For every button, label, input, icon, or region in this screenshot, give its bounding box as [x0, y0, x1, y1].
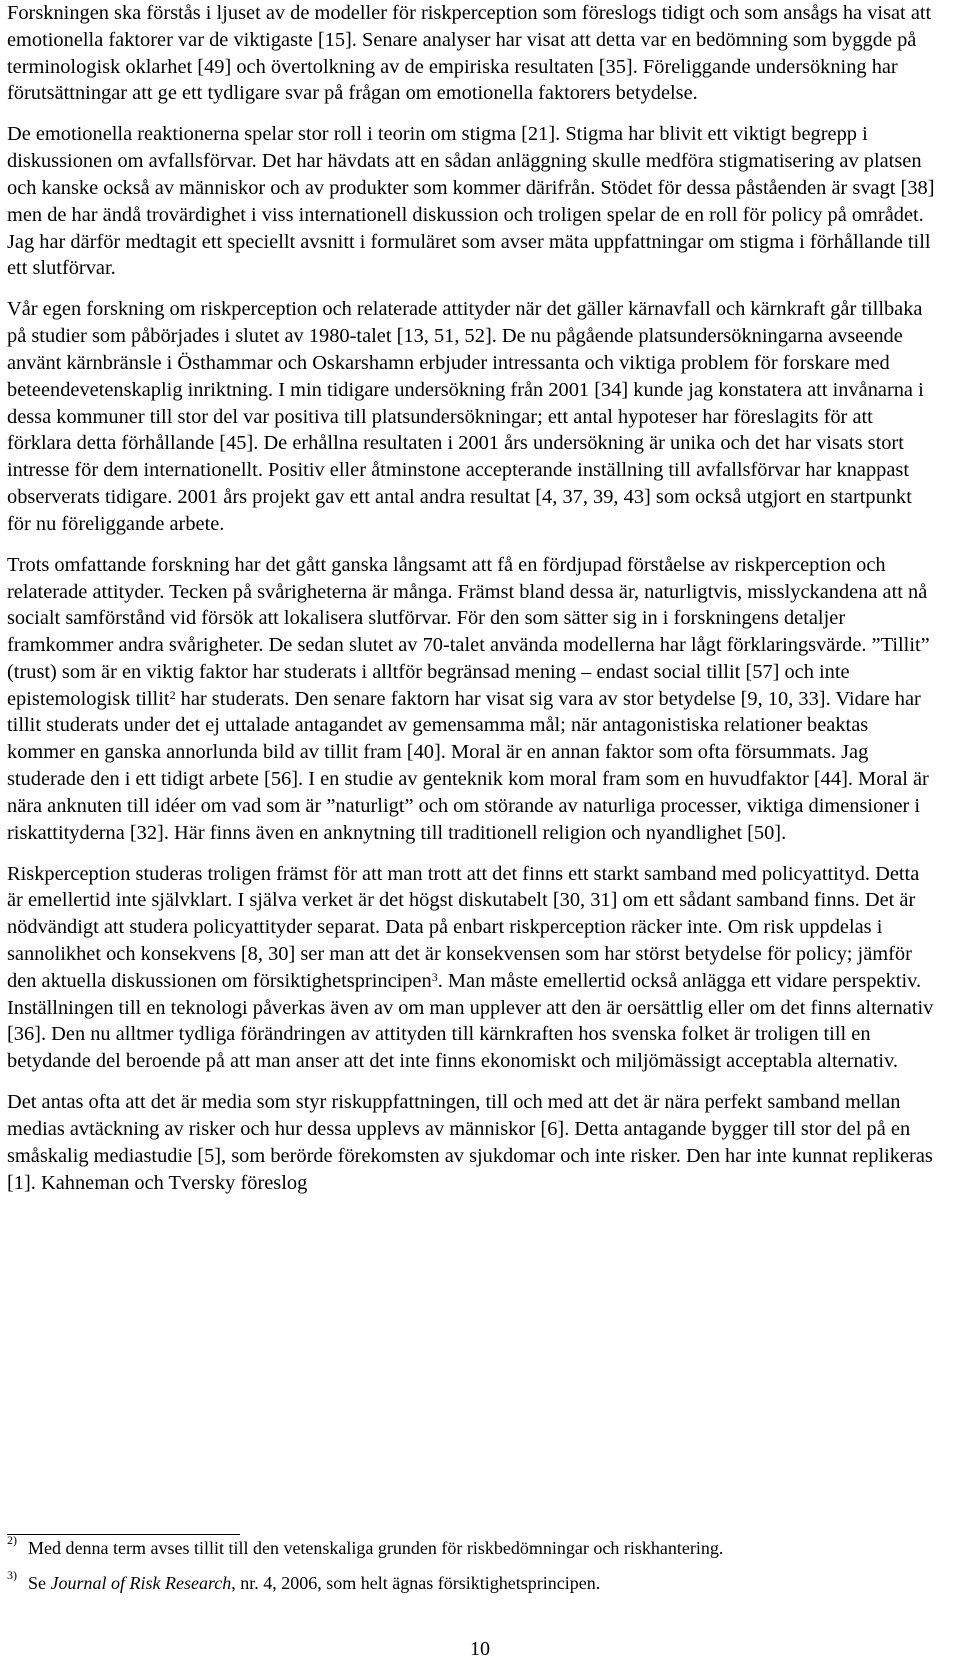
paragraph — [7, 0, 938, 107]
paragraph — [7, 861, 938, 1075]
paragraph — [7, 552, 938, 847]
paragraph-text: har studerats. Den senare faktorn har visat sig vara av stor betydelse [9, 10, 33]. Vidare har tillit studerats under det ej uttalade antagandet av gemensamma mål; när antagonistiska relationer beaktas kommer en ganska annorlunda bild av tillit fram [40]. Moral är en annan faktor som ofta försummats. Jag studerade den i ett tidigt arbete [56]. I en studie av genteknik kom moral fram som en huvudfaktor [44]. Moral är nära anknuten till idéer om vad som är ”naturligt” och om störande av naturliga processer, viktiga dimensioner i riskattityderna [32]. Här finns även en anknytning till traditionell religion och nyandlighet [50]. — [7, 687, 929, 844]
footnote-2 — [7, 1533, 958, 1560]
paragraph-text: Riskperception studeras troligen främst för att man trott att det finns ett starkt samband med policyattityd. Detta är emellertid inte självklart. I själva verket är det högst diskutabelt [30, 31] om ett sådant samband finns. Det är nödvändigt att studera policyattityder separat. Data på enbart riskperception räcker inte. Om risk uppdelas i sannolikhet och konsekvens [8, 30] ser man att det är konsekvensen som har störst betydelse för policy; jämför den aktuella diskussionen om försiktighetsprincipen — [7, 862, 920, 992]
footnote-2-text: Med denna term avses tillit till den vetenskaliga grunden för riskbedömningar och riskhantering. — [28, 1538, 724, 1558]
page-number: 10 — [470, 1638, 490, 1660]
footnote-2-marker: 2) — [7, 1533, 17, 1547]
paragraph-text: Vår egen forskning om riskperception och relaterade attityder när det gäller kärnavfall och kärnkraft går tillbaka på studier som påbörjades i slutet av 1980-talet [13, 51, 52]. De nu pågående platsundersökningarna avseende använt kärnbränsle i Östhammar och Oskarshamn erbjuder intressanta och viktiga problem för forskare med beteendevetenskaplig inriktning. I min tidigare undersökning från 2001 [34] kunde jag konstatera att invånarna i dessa kommuner till stor del var positiva till platsundersökningar; ett antal hypoteser har föreslagits för att förklara detta förhållande [45]. De erhållna resultaten i 2001 års undersökning är unika och det har visats stort intresse för dem internationellt. Positiv eller åtminstone accepterande inställning till avfallsförvar har knappast observerats tidigare. 2001 års projekt gav ett antal andra resultat [4, 37, 39, 43] som också utgjort en startpunkt för nu föreliggande arbete. — [7, 298, 924, 535]
paragraph-text: . Man måste emellertid också anlägga ett vidare perspektiv. Inställningen till en teknologi påverkas även av om man upplever att den är oersättlig eller om det finns alternativ [36]. Den nu alltmer tydliga förändringen av attityden till kärnkraften hos svenska folket är troligen till en betydande del beroende på att man anser att det inte finns ekonomiskt och miljömässigt acceptabla alternativ. — [7, 969, 934, 1073]
footnote-reference: 3 — [431, 969, 438, 984]
footnote-separator — [7, 1534, 240, 1535]
footnote-3 — [7, 1568, 958, 1595]
footnote-3-before: Se — [28, 1573, 51, 1593]
paragraph — [7, 121, 938, 282]
footnote-3-after: , nr. 4, 2006, som helt ägnas försiktighetsprincipen. — [231, 1573, 601, 1593]
paragraph — [7, 296, 938, 537]
paragraph-text: Forskningen ska förstås i ljuset av de modeller för riskperception som föreslogs tidigt och som ansågs ha visat att emotionella faktorer var de viktigaste [15]. Senare analyser har visat att detta var en bedömning som byggde på terminologisk oklarhet [49] och övertolkning av de empiriska resultaten [35]. Föreliggande undersökning har förutsättningar att ge ett tydligare svar på frågan om emotionella faktorers betydelse. — [7, 2, 932, 105]
paragraph-text: De emotionella reaktionerna spelar stor roll i teorin om stigma [21]. Stigma har blivit ett viktigt begrepp i diskussionen om avfallsförvar. Det har hävdats att en sådan anläggning skulle medföra stigmatisering av platsen och kanske också av människor och av produkter som kommer därifrån. Stödet för dessa påståenden är svagt [38] men de har ändå trovärdighet i viss internationell diskussion och troligen spelar de en roll för policy på området. Jag har därför medtagit ett speciellt avsnitt i formuläret som avser mäta uppfattningar om stigma i förhållande till ett slutförvar. — [7, 123, 935, 280]
paragraph-text: Det antas ofta att det är media som styr riskuppfattningen, till och med att det är nära perfekt samband mellan medias avtäckning av risker och hur dessa upplevs av människor [6]. Detta antagande bygger till stor del på en småskalig mediastudie [5], som berörde förekomsten av sjukdomar och inte risker. Den har inte kunnat replikeras [1]. Kahneman och Tversky föreslog — [7, 1091, 933, 1194]
footnote-3-journal-title: Journal of Risk Research — [50, 1573, 232, 1593]
footnote-reference: 2 — [169, 687, 176, 702]
body-text — [7, 0, 938, 1196]
paragraph — [7, 1089, 938, 1196]
paragraph-text: Trots omfattande forskning har det gått ganska långsamt att få en fördjupad förståelse av riskperception och relaterade attityder. Tecken på svårigheterna är många. Främst bland dessa är, naturligtvis, misslyckandena att nå socialt samförstånd vid försök att lokalisera slutförvar. För den som sätter sig in i forskningens detaljer framkommer andra svårigheter. De sedan slutet av 70-talet använda modellerna har lågt förklaringsvärde. ”Tillit” (trust) som är en viktig faktor har studerats i alltför begränsad mening – endast social tillit [57] och inte epistemologisk tillit — [7, 553, 930, 710]
footnote-3-marker: 3) — [7, 1568, 17, 1582]
